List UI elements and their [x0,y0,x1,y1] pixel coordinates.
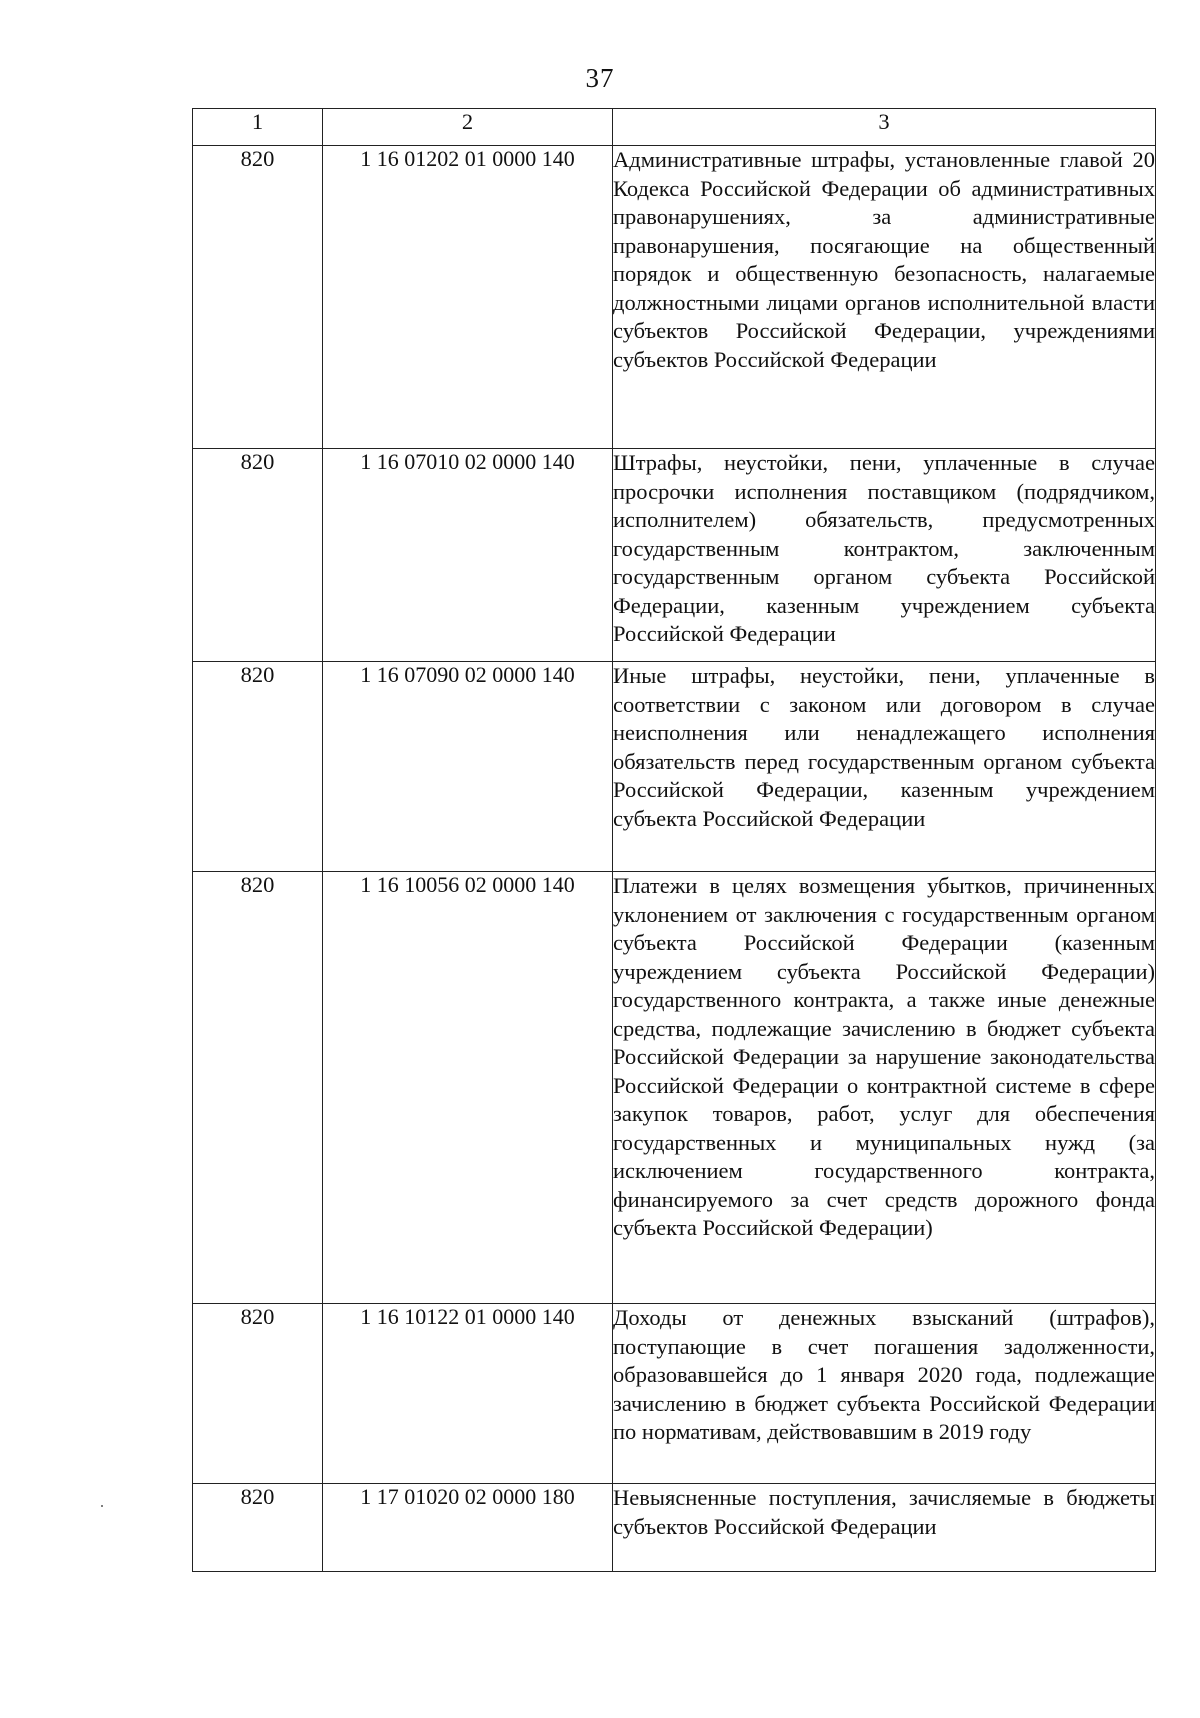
description-cell: Административные штрафы, установленные главой 20 Кодекса Российской Федерации об административных правонарушениях, за административные правонарушения, посягающие на общественный порядок и общественную безопасность, налагаемые должностными лицами органов исполнительной власти субъектов Российской Федерации, учреждениями субъектов Российской Федерации [613,146,1156,449]
budget-code-cell: 1 16 10122 01 0000 140 [323,1304,613,1484]
description-cell: Платежи в целях возмещения убытков, причиненных уклонением от заключения с государственным органом субъекта Российской Федерации (казенным учреждением субъекта Российской Федерации) государственного контракта, а также иные денежные средства, подлежащие зачислению в бюджет субъекта Российской Федерации за нарушение законодательства Российской Федерации о контрактной системе в сфере закупок товаров, работ, услуг для обеспечения государственных и муниципальных нужд (за исключением государственного контракта, финансируемого за счет средств дорожного фонда субъекта Российской Федерации) [613,872,1156,1304]
admin-code-cell: 820 [193,449,323,662]
description-cell: Штрафы, неустойки, пени, уплаченные в случае просрочки исполнения поставщиком (подрядчиком, исполнителем) обязательств, предусмотренных государственным контрактом, заключенным государственным органом субъекта Российской Федерации, казенным учреждением субъекта Российской Федерации [613,449,1156,662]
table-row [193,449,1156,662]
revenue-codes-table [192,108,1156,1572]
admin-code-cell: 820 [193,1484,323,1572]
budget-code-cell: 1 16 07010 02 0000 140 [323,449,613,662]
table-row [193,662,1156,872]
table-row [193,146,1156,449]
budget-code-cell: 1 16 10056 02 0000 140 [323,872,613,1304]
description-cell: Иные штрафы, неустойки, пени, уплаченные в соответствии с законом или договором в случае неисполнения или ненадлежащего исполнения обязательств перед государственным органом субъекта Российской Федерации, казенным учреждением субъекта Российской Федерации [613,662,1156,872]
admin-code-cell: 820 [193,872,323,1304]
budget-code-cell: 1 16 01202 01 0000 140 [323,146,613,449]
admin-code-cell: 820 [193,662,323,872]
description-cell: Невыясненные поступления, зачисляемые в бюджеты субъектов Российской Федерации [613,1484,1156,1572]
scan-artifact-dot [101,1505,103,1507]
table-header-row [193,109,1156,146]
budget-code-cell: 1 17 01020 02 0000 180 [323,1484,613,1572]
column-header-1: 1 [193,109,323,146]
table-row [193,872,1156,1304]
admin-code-cell: 820 [193,146,323,449]
description-cell: Доходы от денежных взысканий (штрафов), поступающие в счет погашения задолженности, образовавшейся до 1 января 2020 года, подлежащие зачислению в бюджет субъекта Российской Федерации по нормативам, действовавшим в 2019 году [613,1304,1156,1484]
column-header-2: 2 [323,109,613,146]
table-row [193,1304,1156,1484]
table-row [193,1484,1156,1572]
budget-code-cell: 1 16 07090 02 0000 140 [323,662,613,872]
admin-code-cell: 820 [193,1304,323,1484]
column-header-3: 3 [613,109,1156,146]
page-number: 37 [585,63,615,93]
